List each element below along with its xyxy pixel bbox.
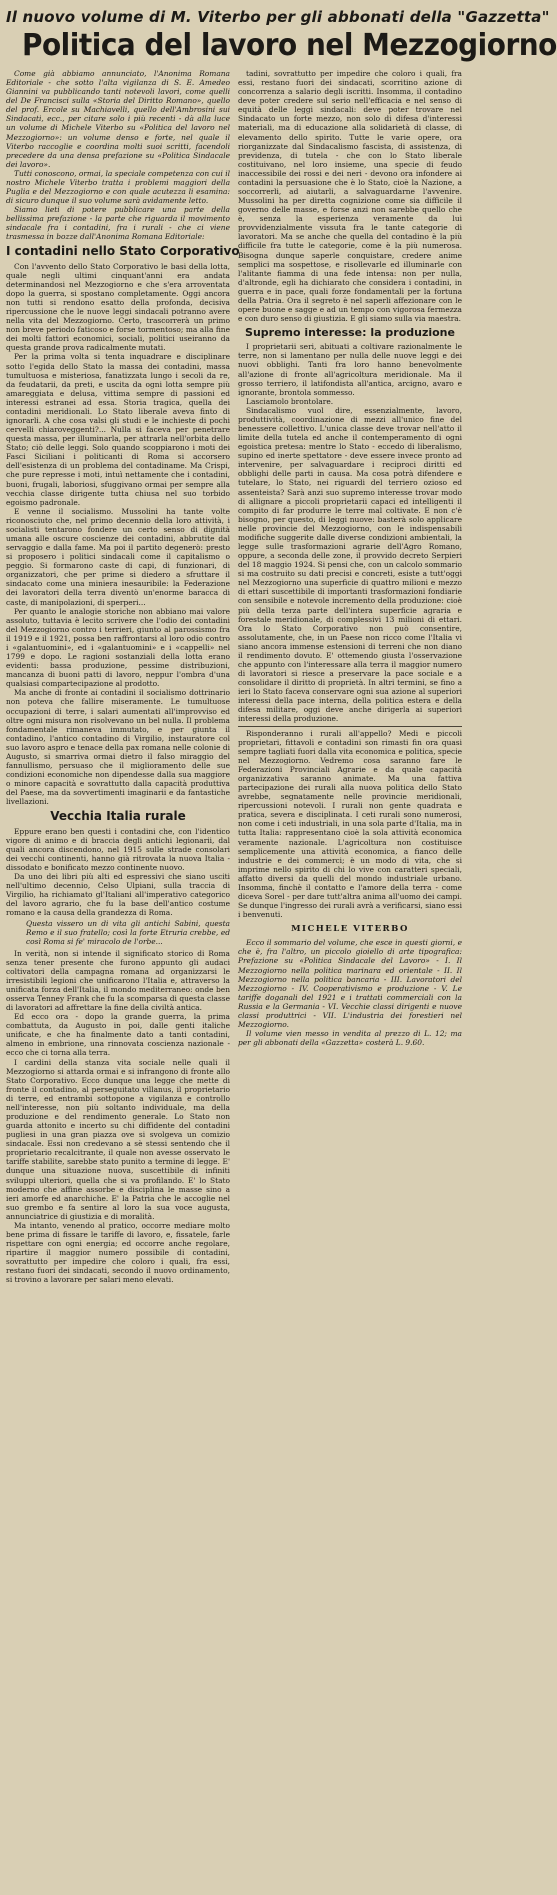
paragraph: Ed ecco ora - dopo la grande guerra, la prima combattuta, da Augusto in poi, dalle genti italiche unificate, e che ha finalmente dato a tanti contadini, almeno in embrione, una rinnovata coscienza nazionale - ecco che ci torna alla terra. [6,1012,230,1058]
article-columns [6,69,463,1895]
divider [238,726,462,727]
kicker: Il nuovo volume di M. Viterbo per gli abbonati della "Gazzetta" [6,8,550,26]
paragraph: Ma anche di fronte ai contadini il socialismo dottrinario non poteva che fallire miseramente. Le tumultuose occupazioni di terre, i salari aumentati all'improvviso ed oltre ogni misura non risolvevano un bel nulla. Il problema fondamentale rimaneva immutato, e per giunta il contadino, l'antico contadino di Virgilio, instauratore col suo lavoro aspro e tenace della pax romana nelle colonie di Augusto, si smarriva ormai dietro il falso miraggio del fannullismo, persuaso che il miglioramento delle sue condizioni economiche non dipendesse dalla sua maggiore o minore capacità e sovrattutto dalla capacità produttiva del Paese, ma da sovvertimenti imaginarii e da fantastiche livellazioni. [6,688,230,807]
subhead-contadini: I contadini nello Stato Corporativo [6,244,240,259]
right-column [238,69,462,1895]
paragraph: Risponderanno i rurali all'appello? Medi e piccoli proprietari, fittavoli e contadini son rimasti fin ora quasi sempre tagliati fuori dalla vita economica e politica, specie nel Mezzogiorno. Vedremo cosa saranno fare le Federazioni Provinciali Agrarie e da quale capacità organizzativa saranno animate. Ma una fattiva partecipazione dei rurali alla nuova politica dello Stato avrebbe, segnatamente nelle provincie meridionali, ripercussioni notevoli. I rurali non gente quadrata e pratica, severa e disciplinata. I ceti rurali sono numerosi, non come i ceti industriali, in una sola parte d'Italia, ma in tutta Italia: rappresentano cioè la sola attività economica veramente nazionale. L'agricoltura non costituisce semplicemente una attività economica, a fianco delle industrie e dei commerci; è un modo di vita, che si imprime nello spirito di chi lo vive con caratteri speciali, affatto diversi da quelli del mondo industriale urbano. Insomma, finchè il contatto e l'amore della terra - come diceva Sorel - per dare tutt'altra anima all'uomo dei campi. Se dunque l'ingresso dei rurali avrà a verificarsi, siano essi i benvenuti. [238,728,462,920]
paragraph: Ecco il sommario del volume, che esce in questi giorni, e che è, fra l'altro, un piccolo gioiello di arte tipografica: Prefazione su «Politica Sindacale del Lavoro» - I. Il Mezzogiorno nella politica marinara ed orientale - II. Il Mezzogiorno nella politica bancaria - III. Lavoratori del Mezzogiorno - IV. Cooperativismo e produzione - V. Le tariffe doganali del 1921 e i trattati commerciali con la Russia e la Germania - VI. Vecchie classi dirigenti e nuove classi produttrici - VII. L'industria dei forestieri nel Mezzogiorno. [238,938,462,1029]
subhead-vecchia: Vecchia Italia rurale [50,809,186,824]
paragraph: Il volume vien messo in vendita al prezzo di L. 12; ma per gli abbonati della «Gazzetta» costerà L. 9.60. [238,1029,462,1048]
paragraph: Per quanto le analogie storiche non abbiano mai valore assoluto, tuttavia è lecito scrivere che l'odio dei contadini del Mezzogiorno contro i terrieri, giunto al parossismo fra il 1919 e il 1921, possa ben raffrontarsi al loro odio contro i «galantuomini», ed i «galantuomini» e i «cappelli» nel 1799 e dopo. Le ragioni sostanziali della lotta erano evidenti: bassa produzione, pessime distribuzioni, mancanza di buoni patti di lavoro, neppur l'ombra d'una qualsiasi compartecipazione al prodotto. [6,606,230,689]
paragraph: In verità, non si intende il significato storico di Roma senza tener presente che furono appunto gli audaci coltivatori della campagna romana ad organizzarsi le irresistibili legioni che unificarono l'Italia e, attraverso la unificata forza dell'Italia, il mondo mediterraneo: onde ben osserva Tenney Frank che fu la scomparsa di questa classe di lavoratori ad affrettare la fine della civiltà antica. [6,948,230,1013]
paragraph: Ma intanto, venendo al pratico, occorre mediare molto bene prima di fissare le tariffe di lavoro, e, fissatele, farle rispettare con ogni energia; ed occorre anche regolare, ripartire il maggior numero possibile di contadini, sovrattutto per impedire che coloro i quali, fra essi, restano fuori dei sindacati, secondo il nuovo ordinamento, si trovino a lavorare per salari meno elevati. [6,1220,230,1285]
paragraph: Sindacalismo vuol dire, essenzialmente, lavoro, produttività, coordinazione di mezzi all'unico fine del benessere collettivo. L'unica classe deve trovar nell'atto il limite della tutela ed anche il contemperamento di ogni egoistica pretesa: mentre lo Stato - eccedo di liberalismo, supino ed inerte spettatore - deve essere invece pronto ad intervenire, per salvaguardare i reciproci diritti ed obblighi delle parti in causa. Ma cosa potrà difendere e tutelare, lo Stato, nei riguardi del terriero ozioso ed assenteista? Sarà anzi suo supremo interesse trovar modo di allignare a piccoli proprietarii capaci ed intelligenti il compito di far produrre le terre mal coltivate. E non c'è bisogno, per questo, di leggi nuove: basterà solo applicare nelle provincie del Mezzogiorno, con le indispensabili modifiche suggerite dalle diverse condizioni ambientali, la legge sulle trasformazioni agrarie dell'Agro Romano, oppure, a seconda delle zone, il provvido decreto Serpieri del 18 maggio 1924. Si pensi che, con un calcolo sommario si ma costruito su dati precisi e concreti, esiste a tutt'oggi nel Mezzogiorno una superficie di quattro milioni e mezzo di ettari suscettibile di importanti trasformazioni fondiarie con sensibile e notevole incremento della produzione: cioè più della terza parte dell'intera superficie agraria e forestale meridionale, di complessivi 13 milioni di ettari. Ora lo Stato Corporativo non può consentire, assolutamente, che, in un Paese non ricco come l'Italia vi siano ancora immense estensioni di terreni che non diano il rendimento dovuto. E' ottemendo giusta l'osservazione che appunto con l'interessare alla terra il maggior numero di lavoratori si riesce a preservare la pace sociale e a consolidare il diritto di proprietà. In altri termini, se fino a ieri lo Stato faceva conservare ogni sua azione al superiori interessi della pace interna, della politica estera e della difesa militare, oggi deve anche dirigerla ai superiori interessi della produzione. [238,405,462,724]
author-signature: MICHELE VITERBO [291,924,409,935]
paragraph: Lasciamolo brontolare. [246,396,334,406]
headline: Politica del lavoro nel Mezzogiorno [21,28,557,63]
paragraph: E venne il socialismo. Mussolini ha tante volte riconosciuto che, nel primo decennio della loro attività, i socialisti tentarono fondere un certo senso di dignità umana alle oscure coscienze dei contadini, abbrutite dal servaggio e dalla fame. Ma poi il partito degenerò: presto si proposero i politici sindacali come il capitalismo o peggio. Si formarono caste di capi, di funzionari, di organizzatori, che per prime si diedero a sfruttare il sindacato come una miniera inesauribile: la Federazione dei lavoratori della terra diventò un'enorme baracca di caste, di manipolazioni, di sperperi... [6,506,230,607]
paragraph: Eppure erano ben questi i contadini che, con l'identico vigore di animo e di braccia degli antichi legionarii, dal quali ancora discendono, nel 1915 sulle strade consolari dei vecchi continenti, hanno già ritrovata la nuova Italia - dissodato e bonificato mezzo continente nuovo. [6,826,230,872]
paragraph: Tutti conoscono, ormai, la speciale competenza con cui il nostro Michele Viterbo tratta i problemi maggiori della Puglia e del Mezzogiorno e con quale acutezza li esamina: di sicuro dunque il suo volume sarà avidamente letto. [6,168,230,206]
paragraph: I cardini della stanza vita sociale nelle quali il Mezzogiorno si attarda ormai e si infrangono di fronte allo Stato Corporativo. Ecco dunque una legge che mette di fronte il contadino, al perseguitato villanus, il proprietario di terre, ed entrambi sottopone a vigilanza e controllo nell'interesse, non più soltanto individuale, ma della produzione e del rendimento generale. Lo Stato non guarda attonito e incerto su chi diffidente del contadini pugliesi in una gran piazza ove si svolgeva un comizio sindacale. Essi non credevano a sè stessi sentendo che il proprietario recalcitrante, il quale non avesse osservato le tariffe stabilite, sarebbe stato punito a termine di legge. E' dunque una situazione nuova, suscettibile di infiniti sviluppi ulteriori, quella che si va profilando. E' lo Stato moderno che affine assorbe e disciplina le masse sino a ieri amorfe ed anarchiche. E' la Patria che le accoglie nel suo grembo e fa sentire al loro la sua voce augusta, annunciatrice di giustizia e di moralità. [6,1057,230,1221]
verse-quote: Questa vissero un di vita gli antichi Sabini, questa Remo e il suo fratello; così la forte Etruria crebbe, ed così Roma si fe' miracolo de l'orbe... [26,919,230,947]
paragraph: Siamo lieti di potere pubblicare una parte della bellissima prefazione - la parte che riguarda il movimento sindacale fra i contadini, fra i rurali - che ci viene trasmessa in bozze dall'Anonima Romana Editoriale: [6,205,230,242]
paragraph: Per la prima volta si tenta inquadrare e disciplinare sotto l'egida dello Stato la massa dei contadini, massa tumultuosa e misteriosa, fanatizzata lungo i secoli da re, da feudatarii, da preti, e uscita da ogni lotta sempre più amareggiata e delusa, vittima sempre di passioni ed interessi estranei ad essa. Storia tragica, quella dei contadini meridionali. Lo Stato liberale aveva finto di ignorarli. A che cosa valsi gli studi e le inchieste di pochi cervelli chiaroveggenti?... Nulla si faceva per penetrare questa massa, per illuminarla, per attrarla nell'orbita dello Stato; ciò delle leggi. Solo quando scoppiarono i moti dei Fasci Siciliani i politicanti di Roma si accorsero dell'esistenza di un problema del contadiname. Ma Crispi, che pure represse i moti, intuì nettamente che i contadini, buoni, frugali, laboriosi, sfuggivano ormai per sempre alla vecchia classe dirigente tutta chiusa nel suo torbido egoismo padronale. [6,352,230,507]
paragraph: I proprietarii seri, abituati a coltivare razionalmente le terre, non si lamentano per nulla delle nuove leggi e dei nuovi obblighi. Tanti fra loro hanno benevolmente all'azione di fronte all'agricoltura meridionale. Ma il grosso terriero, il latifondista all'antica, arcigno, avaro e ignorante, brontola sommesso. [238,342,462,397]
paragraph: Da uno dei libri più alti ed espressivi che siano usciti nell'ultimo decennio, Celso Ulpiani, sulla traccia di Virgilio, ha richiamato gl'Italiani all'imperativo categorico del lavoro agrario, che fu la base dell'antico costume romano e la causa della grandezza di Roma. [6,871,230,918]
paragraph: Con l'avvento dello Stato Corporativo le basi della lotta, quale negli ultimi cinquant'anni era andata determinandosi nel Mezzogiorno e che s'era arroventata dopo la guerra, si spostano completamente. Oggi ancora non tutti si rendono esatto della profonda, decisiva ripercussione che le nuove leggi sindacali potranno avere nella vita del Mezzogiorno. Certo, trascorrerà un primo non breve periodo faticoso e forse tormentoso; ma alla fine dei molti fattori economici, sociali, politici useiranno da questa grande prova radicalmente mutati. [6,261,230,353]
paragraph: tadini, sovrattutto per impedire che coloro i quali, fra essi, restano fuori dei sindacati, scorritino azione di concorrenza a salario degli iscritti. Insomma, il contadino deve poter credere sul serio nell'efficacia e nel senso di equità delle leggi sindacali: deve poter trovare nel Sindacato un forte mezzo, non solo di difesa d'interessi materiali, ma di educazione alla solidarietà di classe, di elevamento dello spirito. Tutte le varie opere, ora riorganizzate dal Sindacalismo fascista, di assistenza, di previdenza, di tutela - che con lo Stato liberale costituivano, nel loro insieme, una specie di feudo inaccessibile dei rossi e dei neri - devono ora infondere ai contadini la persuasione che è lo Stato, cioè la Nazione, a soccorrerli, ad aiutarli, a salvaguardarne l'avvenire. Mussolini ha per diretta cognizione come sia difficile il governo delle masse, e forse anzi non sarebbe quello che è, senza la esperienza veramente da lui provvidenzialmente vissuta fra le tante categorie di lavoratori. Ma se anche che quella del contadino è la più difficile fra tutte le categorie, come è la più numerosa. Bisogna dunque saperle conquistare, credere anime semplici ma sospettose, e risollevarle ed illuminarle con l'alitante fiamma di una fede intensa: non per nulla, d'altronde, egli ha dichiarato che considera i contadini, in guerra e in pace, quali forze fondamentali per la fortuna della Patria. Ora il segreto è nel saperli affezionare con le opere buone e sagge e ad un tempo con vigorosa fermezza e con duro senso di giustizia. E gli siamo sulla via maestra. [238,69,462,324]
paragraph: Come già abbiamo annunciato, l'Anonima Romana Editoriale - che sotto l'alta vigilanza di S. E. Amedeo Giannini va pubblicando tanti notevoli lavori, come quelli del De Francisci sulla «Storia del Diritto Romano», quello del prof. Ercole su Machiavelli, quello dell'Ambrosini sui Sindacati, ecc., per citare solo i più recenti - dà alla luce un volume di Michele Viterbo su «Politica del lavoro nel Mezzogiorno»: un volume denso e forte, nel quale il Viterbo raccoglie e coordina molti suoi scritti, facendoli precedere da una densa prefazione su «Politica Sindacale dei lavoro». [6,69,230,169]
subhead-supremo: Supremo interesse: la produzione [245,326,455,340]
left-column [6,69,240,1895]
